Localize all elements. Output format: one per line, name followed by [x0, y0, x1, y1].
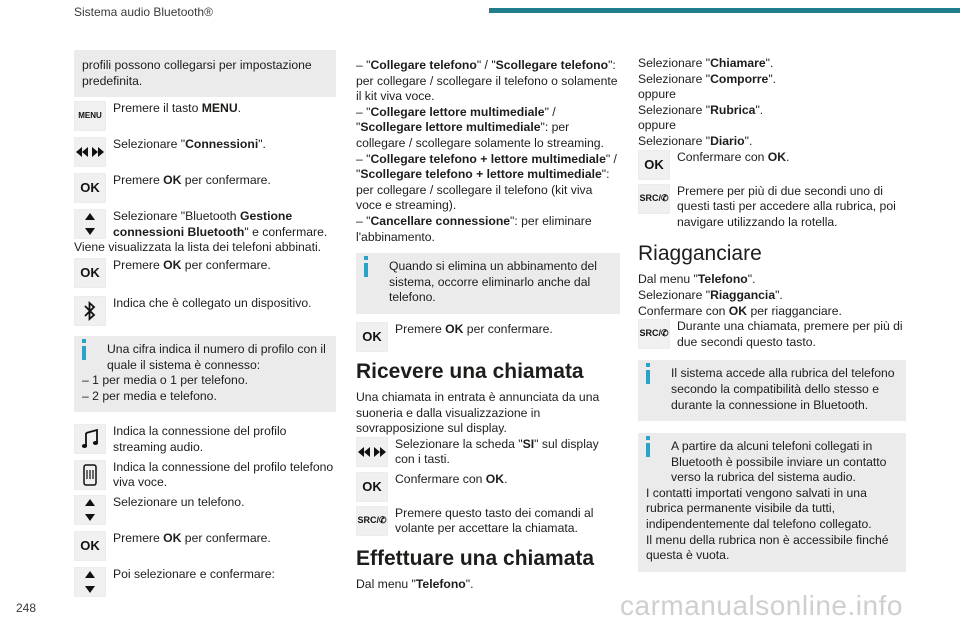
info-icon	[646, 436, 650, 440]
step-phone	[74, 460, 336, 491]
ok-key-icon: OK	[356, 322, 388, 352]
hang-line-2: Selezionare "Riaggancia".	[638, 287, 783, 302]
info-icon	[82, 339, 86, 343]
option-connect-phone: – "Collegare telefono" / "Scollegare telefono": per collegare / scollegare il telefono o solamente il kit viva voce.	[356, 58, 618, 104]
step-select-confirm	[74, 567, 336, 597]
info-note	[638, 433, 906, 572]
ok-key-icon: OK	[74, 173, 106, 203]
step-text: Premere OK per confermare.	[113, 257, 271, 272]
paired-list-text: Viene visualizzata la lista dei telefoni abbinati.	[74, 240, 322, 255]
line-comporre: Selezionare "Comporre".	[638, 71, 777, 86]
step-menu	[74, 101, 336, 131]
music-note-icon	[74, 424, 106, 454]
step-select-phone	[74, 495, 336, 525]
step-ok	[356, 322, 620, 352]
up-down-arrows-icon	[74, 209, 106, 239]
ok-key-icon: OK	[638, 150, 670, 180]
step-text: Premere OK per confermare.	[113, 173, 271, 188]
step-music	[74, 424, 336, 455]
bluetooth-icon	[74, 296, 106, 326]
step-text: Selezionare "Connessioni".	[113, 137, 266, 152]
step-src-rubrica	[638, 184, 906, 231]
make-text: Dal menu "Telefono".	[356, 577, 474, 592]
step-text: Premere OK per confermare.	[113, 530, 271, 545]
step-ok-3	[74, 531, 336, 561]
ok-key-icon: OK	[74, 531, 106, 561]
step-ok-2	[74, 258, 336, 288]
info-icon	[364, 256, 368, 260]
step-text: Premere OK per confermare.	[395, 321, 553, 336]
left-right-arrows-icon	[74, 137, 106, 167]
src-phone-key-icon: SRC/✆	[638, 184, 670, 214]
note-text: Il sistema accede alla rubrica del telefono secondo la compatibilità dello stesso e durante la connessione in Bluetooth.	[671, 366, 895, 412]
step-confirm-ok	[638, 150, 906, 180]
phone-icon	[74, 460, 106, 490]
note-text: I contatti importati vengono salvati in una rubrica permanente visibile da tutti, indipendentemente dal telefono collegato.	[646, 485, 872, 532]
intro-box	[74, 50, 336, 97]
step-connessioni	[74, 137, 336, 167]
column-2	[356, 58, 620, 593]
up-down-arrows-icon	[74, 567, 106, 597]
step-ok	[74, 173, 336, 203]
line-or: oppure	[638, 87, 676, 102]
line-diario: Selezionare "Diario".	[638, 133, 753, 148]
header-title: Sistema audio Bluetooth®	[74, 5, 213, 19]
ok-key-icon: OK	[74, 258, 106, 288]
option-connect-both: – "Collegare telefono + lettore multimediale" / "Scollegare telefono + lettore multimediale": per collegare / scollegare il telefono (kit viva voce e streaming).	[356, 151, 617, 213]
step-text: Durante una chiamata, premere per più di due secondi questo tasto.	[677, 319, 903, 349]
page-number: 248	[16, 601, 37, 615]
step-text: Indica la connessione del profilo telefono viva voce.	[113, 459, 334, 490]
note-line: – 2 per media e telefono.	[82, 388, 217, 403]
hang-line-1: Dal menu "Telefono".	[638, 272, 756, 287]
step-text: Indica la connessione del profilo streaming audio.	[113, 424, 287, 454]
step-text: Premere questo tasto dei comandi al volante per accettare la chiamata.	[395, 505, 594, 536]
step-confirm-ok	[356, 472, 620, 502]
step-src	[356, 506, 620, 537]
step-bluetooth	[74, 296, 336, 326]
column-1	[74, 50, 336, 601]
src-phone-key-icon: SRC/✆	[638, 319, 670, 349]
step-text: Confermare con OK.	[677, 149, 790, 164]
heading-receive-call: Ricevere una chiamata	[356, 359, 584, 383]
receive-text: Una chiamata in entrata è annunciata da una suoneria e dalla visualizzazione in sovrapposizione sul display.	[356, 389, 600, 436]
step-text: Premere per più di due secondi uno di questi tasti per accedere alla rubrica, poi navigare utilizzando la rotella.	[677, 183, 896, 229]
info-note	[356, 253, 620, 314]
note-text: Quando si elimina un abbinamento del sistema, occorre eliminarlo anche dal telefono.	[389, 259, 598, 305]
step-gestione	[74, 209, 336, 240]
header-accent-bar	[489, 8, 960, 13]
intro-text: profili possono collegarsi per impostazione predefinita.	[82, 58, 312, 88]
hang-line-3: Confermare con OK per riagganciare.	[638, 303, 842, 318]
step-text: Selezionare la scheda "SI" sul display con i tasti.	[395, 436, 599, 467]
step-text: Premere il tasto MENU.	[113, 101, 242, 116]
step-text: Selezionare "Bluetooth Gestione connessioni Bluetooth" e confermare.	[113, 209, 328, 239]
note-text: A partire da alcuni telefoni collegati in Bluetooth è possibile inviare un contatto verso la rubrica del sistema audio.	[671, 439, 887, 485]
step-text: Confermare con OK.	[395, 471, 508, 486]
step-src-hangup	[638, 319, 906, 350]
info-icon-bar	[82, 346, 86, 360]
step-select-si	[356, 437, 620, 468]
option-connect-media: – "Collegare lettore multimediale" / "Scollegare lettore multimediale": per collegare / scollegare solamente lo streaming.	[356, 104, 604, 150]
info-icon-bar	[646, 370, 650, 384]
note-text: Il menu della rubrica non è accessibile finché questa è vuota.	[646, 532, 889, 563]
info-note	[638, 360, 906, 421]
note-line: Una cifra indica il numero di profilo con il quale il sistema è connesso:	[107, 341, 326, 372]
step-text: Selezionare un telefono.	[113, 494, 245, 509]
step-text: Poi selezionare e confermare:	[113, 566, 275, 581]
line-or: oppure	[638, 118, 676, 133]
info-note	[74, 336, 336, 412]
info-icon	[646, 363, 650, 367]
column-3	[638, 56, 906, 572]
left-right-arrows-icon	[356, 437, 388, 467]
heading-hang-up: Riagganciare	[638, 242, 762, 266]
line-rubrica: Selezionare "Rubrica".	[638, 102, 764, 117]
note-line: – 1 per media o 1 per telefono.	[82, 373, 248, 388]
step-text: Indica che è collegato un dispositivo.	[113, 295, 312, 310]
info-icon-bar	[646, 443, 650, 457]
line-chiamare: Selezionare "Chiamare".	[638, 56, 774, 70]
heading-make-call: Effettuare una chiamata	[356, 547, 595, 571]
ok-key-icon: OK	[356, 472, 388, 502]
watermark: carmanualsonline.info	[620, 590, 903, 621]
up-down-arrows-icon	[74, 495, 106, 525]
menu-key-icon: MENU	[74, 101, 106, 131]
src-phone-key-icon: SRC/✆	[356, 506, 388, 536]
info-icon-bar	[364, 263, 368, 277]
option-delete: – "Cancellare connessione": per eliminare l'abbinamento.	[356, 213, 592, 244]
